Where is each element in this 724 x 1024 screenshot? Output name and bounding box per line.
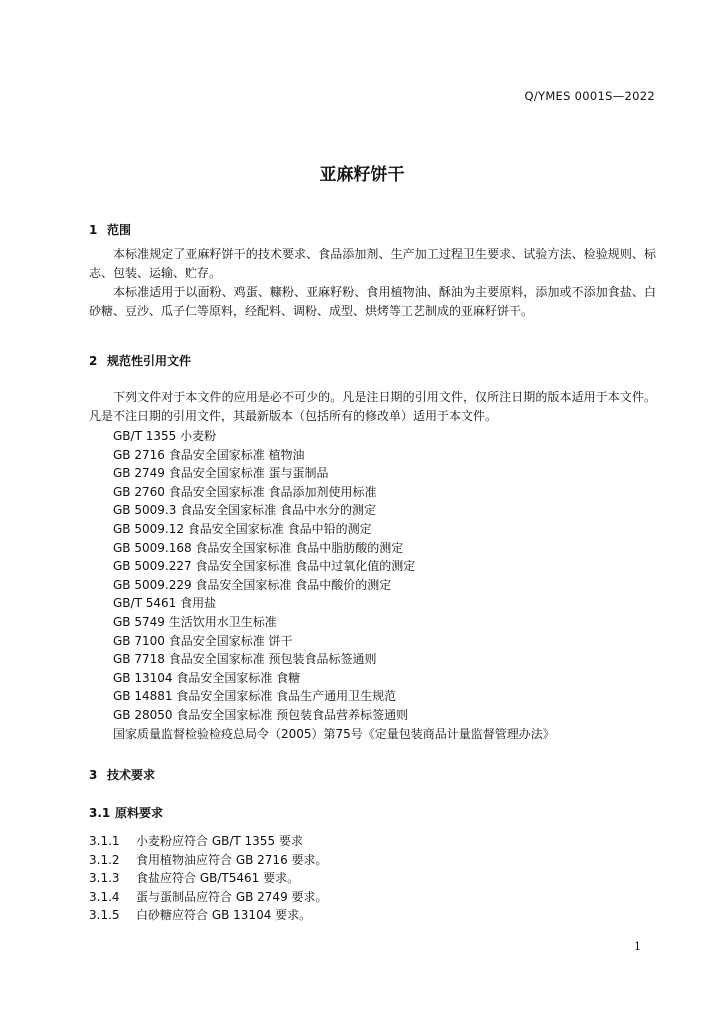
clause-number: 3.1.4 xyxy=(89,889,120,904)
section-number: 1 xyxy=(89,223,98,237)
section-number: 3 xyxy=(89,768,98,782)
list-item: GB 14881 食品安全国家标准 食品生产通用卫生规范 xyxy=(113,689,397,704)
clause-number: 3.1.5 xyxy=(89,908,120,923)
list-item xyxy=(89,906,328,925)
list-item: GB 2716 食品安全国家标准 植物油 xyxy=(113,447,305,462)
section-number: 2 xyxy=(89,354,98,368)
clause-list xyxy=(89,832,328,925)
clause-text: 白砂糖应符合 GB 13104 要求。 xyxy=(136,908,312,923)
normative-intro: 下列文件对于本文件的应用是必不可少的。凡是注日期的引用文件，仅所注日期的版本适用于本文件。凡是不注日期的引用文件，其最新版本（包括所有的修改单）适用于本文件。 xyxy=(89,390,656,423)
list-item: GB 2760 食品安全国家标准 食品添加剂使用标准 xyxy=(113,484,377,499)
list-item: GB/T 1355 小麦粉 xyxy=(113,429,217,443)
section-title: 规范性引用文件 xyxy=(107,354,192,368)
list-item: GB 2749 食品安全国家标准 蛋与蛋制品 xyxy=(113,466,329,481)
section-1-heading xyxy=(89,221,131,238)
scope-paragraph-1: 本标准规定了亚麻籽饼干的技术要求、食品添加剂、生产加工过程卫生要求、试验方法、检验规则、标志、包装、运输、贮存。 xyxy=(89,247,656,280)
list-item: GB 5009.229 食品安全国家标准 食品中酸价的测定 xyxy=(113,577,392,592)
list-item: GB 5009.12 食品安全国家标准 食品中铅的测定 xyxy=(113,521,372,536)
list-item xyxy=(89,869,328,888)
clause-text: 食盐应符合 GB/T5461 要求。 xyxy=(136,871,300,886)
list-item xyxy=(89,832,328,851)
list-item: GB/T 5461 食用盐 xyxy=(113,596,217,611)
list-item: 国家质量监督检验检疫总局令（2005）第75号《定量包装商品计量监督管理办法》 xyxy=(113,726,555,741)
list-item: GB 13104 食品安全国家标准 食糖 xyxy=(113,670,301,685)
document-code: Q/YMES 0001S—2022 xyxy=(524,89,655,103)
list-item xyxy=(89,888,328,907)
list-item: GB 5009.3 食品安全国家标准 食品中水分的测定 xyxy=(113,503,376,518)
clause-number: 3.1.2 xyxy=(89,852,120,867)
section-2-heading xyxy=(89,352,191,369)
clause-text: 蛋与蛋制品应符合 GB 2749 要求。 xyxy=(136,889,328,904)
clause-text: 食用植物油应符合 GB 2716 要求。 xyxy=(136,852,328,867)
subsection-number: 3.1 xyxy=(89,806,111,820)
list-item: GB 5749 生活饮用水卫生标准 xyxy=(113,614,277,629)
page-number: 1 xyxy=(634,940,641,953)
list-item xyxy=(89,851,328,870)
section-3-heading xyxy=(89,766,155,783)
reference-list xyxy=(113,427,555,743)
list-item: GB 28050 食品安全国家标准 预包装食品营养标签通则 xyxy=(113,707,409,722)
clause-number: 3.1.3 xyxy=(89,871,120,886)
subsection-title: 原料要求 xyxy=(115,806,164,820)
section-title: 技术要求 xyxy=(107,768,156,782)
scope-paragraph-2: 本标准适用于以面粉、鸡蛋、糠粉、亚麻籽粉、食用植物油、酥油为主要原料，添加或不添加食盐、白砂糖、豆沙、瓜子仁等原料，经配料、调粉、成型、烘烤等工艺制成的亚麻籽饼干。 xyxy=(89,285,656,318)
subsection-3-1-heading xyxy=(89,804,163,821)
list-item: GB 7100 食品安全国家标准 饼干 xyxy=(113,633,293,648)
section-title: 范围 xyxy=(107,223,132,237)
document-title: 亚麻籽饼干 xyxy=(319,165,405,185)
clause-number: 3.1.1 xyxy=(89,834,120,848)
clause-text: 小麦粉应符合 GB/T 1355 要求 xyxy=(136,834,303,848)
list-item: GB 7718 食品安全国家标准 预包装食品标签通则 xyxy=(113,652,377,667)
list-item: GB 5009.168 食品安全国家标准 食品中脂肪酸的测定 xyxy=(113,540,404,555)
list-item: GB 5009.227 食品安全国家标准 食品中过氧化值的测定 xyxy=(113,559,416,574)
